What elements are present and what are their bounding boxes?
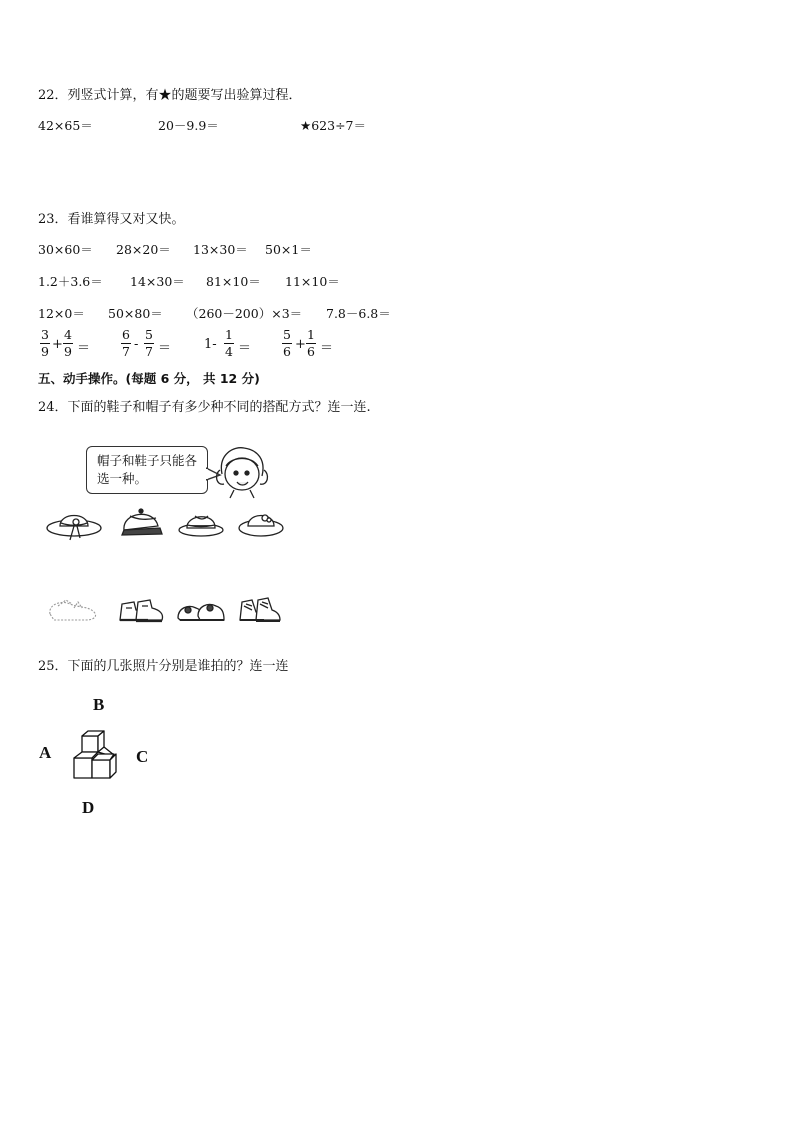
- q23-r2-3: 81×10＝: [206, 274, 261, 289]
- label-c: C: [136, 747, 149, 766]
- numerator: 5: [283, 327, 291, 342]
- q23-r3-1: 12×0＝: [38, 306, 85, 321]
- denominator: 4: [225, 344, 233, 359]
- q22-expr-1: 42×65＝: [38, 118, 93, 133]
- equals-sign: ＝: [77, 341, 91, 356]
- boots-icon: [114, 590, 166, 626]
- denominator: 9: [64, 344, 72, 359]
- cap-icon: [116, 504, 166, 540]
- fraction: [224, 328, 234, 359]
- q23-r2-4: 11×10＝: [285, 274, 340, 289]
- operator: +: [52, 337, 63, 352]
- q23-r3-4: 7.8－6.8＝: [326, 306, 391, 321]
- fraction: [63, 328, 73, 359]
- sun-hat-icon: [236, 504, 286, 540]
- sneakers-icon: [174, 590, 228, 626]
- q23-r3-2: 50×80＝: [108, 306, 163, 321]
- fraction: [40, 328, 50, 359]
- q23-r1-1: 30×60＝: [38, 242, 93, 257]
- label-b: B: [93, 695, 105, 714]
- equals-sign: ＝: [320, 341, 334, 356]
- denominator: 6: [307, 344, 315, 359]
- speech-bubble: 帽子和鞋子只能各选一种。: [86, 446, 208, 494]
- label-d: D: [82, 798, 95, 817]
- numerator: 3: [41, 327, 49, 342]
- hat-icon: [44, 504, 104, 544]
- q23-r2-2: 14×30＝: [130, 274, 185, 289]
- operator: +: [295, 337, 306, 352]
- shoe-icon: [44, 592, 104, 626]
- numerator: 5: [145, 327, 153, 342]
- whole-part: 1-: [204, 337, 217, 352]
- numerator: 6: [122, 327, 130, 342]
- denominator: 9: [41, 344, 49, 359]
- fraction: [282, 328, 292, 359]
- fedora-icon: [176, 506, 226, 538]
- equals-sign: ＝: [238, 341, 252, 356]
- cubes-figure: [70, 728, 122, 782]
- numerator: 4: [64, 327, 72, 342]
- q23-r1-3: 13×30＝: [193, 242, 248, 257]
- q22-expr-2: 20－9.9＝: [158, 118, 219, 133]
- denominator: 6: [283, 344, 291, 359]
- numerator: 1: [307, 327, 315, 342]
- fraction: [121, 328, 131, 359]
- operator: -: [134, 337, 139, 352]
- girl-icon: [212, 444, 272, 500]
- section-5-header: 五、动手操作。(每题 6 分， 共 12 分): [38, 371, 260, 386]
- q24-title: 24．下面的鞋子和帽子有多少种不同的搭配方式？连一连.: [38, 400, 371, 415]
- q23-r2-1: 1.2＋3.6＝: [38, 274, 103, 289]
- label-a: A: [39, 743, 52, 762]
- q23-r1-2: 28×20＝: [116, 242, 171, 257]
- q22-title: 22．列竖式计算，有★的题要写出验算过程．: [38, 88, 302, 103]
- q25-title: 25．下面的几张照片分别是谁拍的？连一连: [38, 659, 289, 674]
- q23-title: 23．看谁算得又对又快。: [38, 212, 185, 227]
- denominator: 7: [122, 344, 130, 359]
- q23-r3-3: （260－200）×3＝: [186, 306, 303, 321]
- q22-expr-3: ★623÷7＝: [300, 118, 366, 133]
- denominator: 7: [145, 344, 153, 359]
- equals-sign: ＝: [158, 341, 172, 356]
- fraction: [144, 328, 154, 359]
- q23-r1-4: 50×1＝: [265, 242, 312, 257]
- high-top-shoes-icon: [234, 590, 284, 626]
- numerator: 1: [225, 327, 233, 342]
- fraction: [306, 328, 316, 359]
